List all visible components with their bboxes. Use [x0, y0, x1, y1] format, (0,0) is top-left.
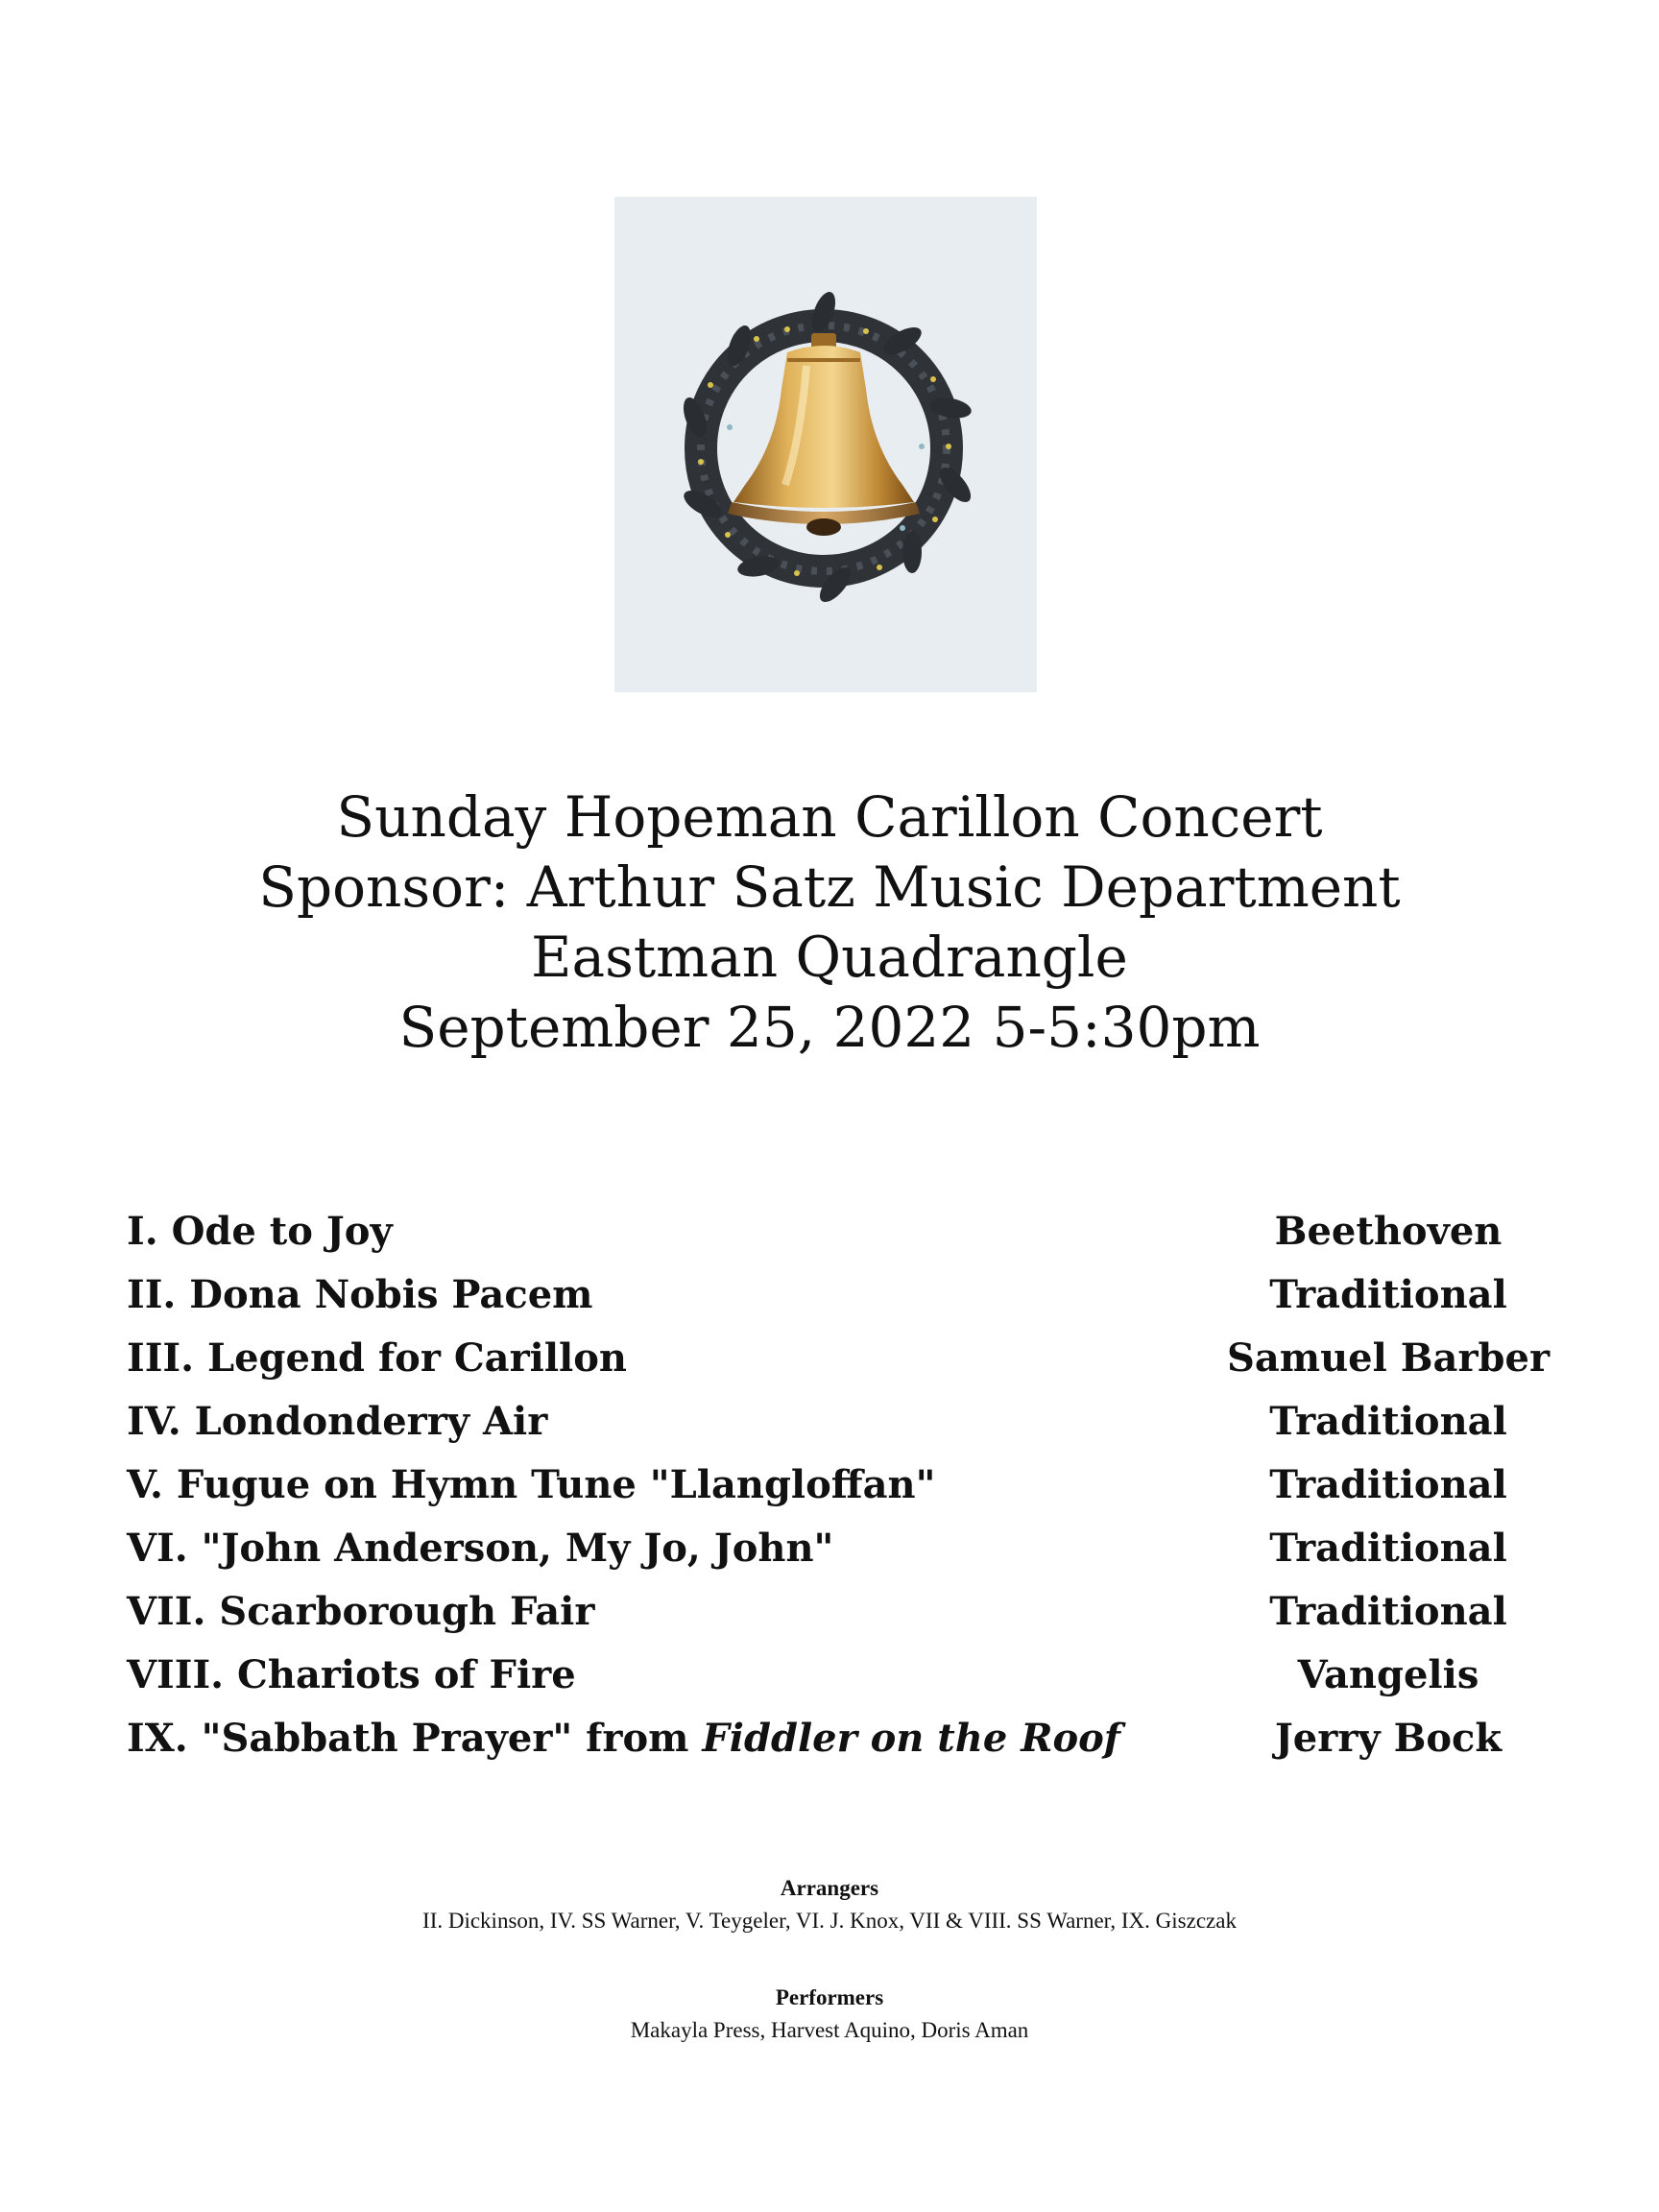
- cover-artwork: [614, 197, 1037, 692]
- performers-text: Makayla Press, Harvest Aquino, Doris Aman: [630, 2018, 1029, 2042]
- program-row: [0, 1200, 1659, 1263]
- arrangers-heading: Arrangers: [780, 1876, 879, 1900]
- concert-title: Sunday Hopeman Carillon Concert: [336, 784, 1323, 850]
- arrangers-section: [0, 1872, 1659, 1937]
- piece-title: II. Dona Nobis Pacem: [127, 1272, 593, 1317]
- piece-title: IX. "Sabbath Prayer" from Fiddler on the Roof: [127, 1716, 1121, 1761]
- composer-name: Traditional: [1269, 1272, 1507, 1317]
- performers-section: [0, 1982, 1659, 2047]
- arrangers-text: II. Dickinson, IV. SS Warner, V. Teygeler, VI. J. Knox, VII & VIII. SS Warner, IX. Giszczak: [422, 1909, 1237, 1933]
- concert-sponsor: Sponsor: Arthur Satz Music Department: [258, 854, 1401, 920]
- program-row: [0, 1517, 1659, 1580]
- composer-name: Vangelis: [1297, 1652, 1479, 1697]
- piece-title: VII. Scarborough Fair: [127, 1589, 595, 1634]
- concert-location: Eastman Quadrangle: [531, 925, 1128, 990]
- concert-datetime: September 25, 2022 5-5:30pm: [398, 995, 1261, 1060]
- program-list: [0, 1200, 1659, 1776]
- composer-name: Traditional: [1269, 1589, 1507, 1634]
- composer-name: Traditional: [1269, 1399, 1507, 1444]
- performers-heading: Performers: [775, 1985, 884, 2009]
- composer-name: Samuel Barber: [1226, 1335, 1551, 1381]
- composer-name: Beethoven: [1274, 1209, 1503, 1254]
- program-row: [0, 1580, 1659, 1644]
- program-row: [0, 1644, 1659, 1707]
- program-row: [0, 1263, 1659, 1327]
- program-row: [0, 1707, 1659, 1770]
- bell-in-wreath-icon: [614, 197, 1037, 692]
- program-row: [0, 1390, 1659, 1454]
- composer-name: Traditional: [1269, 1462, 1507, 1507]
- composer-name: Jerry Bock: [1274, 1716, 1503, 1761]
- program-row: [0, 1454, 1659, 1517]
- concert-header: [0, 782, 1659, 1063]
- piece-title: I. Ode to Joy: [127, 1209, 393, 1254]
- piece-title: IV. Londonderry Air: [127, 1399, 548, 1444]
- piece-title: V. Fugue on Hymn Tune "Llangloffan": [127, 1462, 936, 1507]
- piece-title: III. Legend for Carillon: [127, 1335, 628, 1381]
- program-row: [0, 1327, 1659, 1390]
- composer-name: Traditional: [1269, 1526, 1507, 1571]
- piece-title: VIII. Chariots of Fire: [127, 1652, 576, 1697]
- piece-title: VI. "John Anderson, My Jo, John": [127, 1526, 834, 1571]
